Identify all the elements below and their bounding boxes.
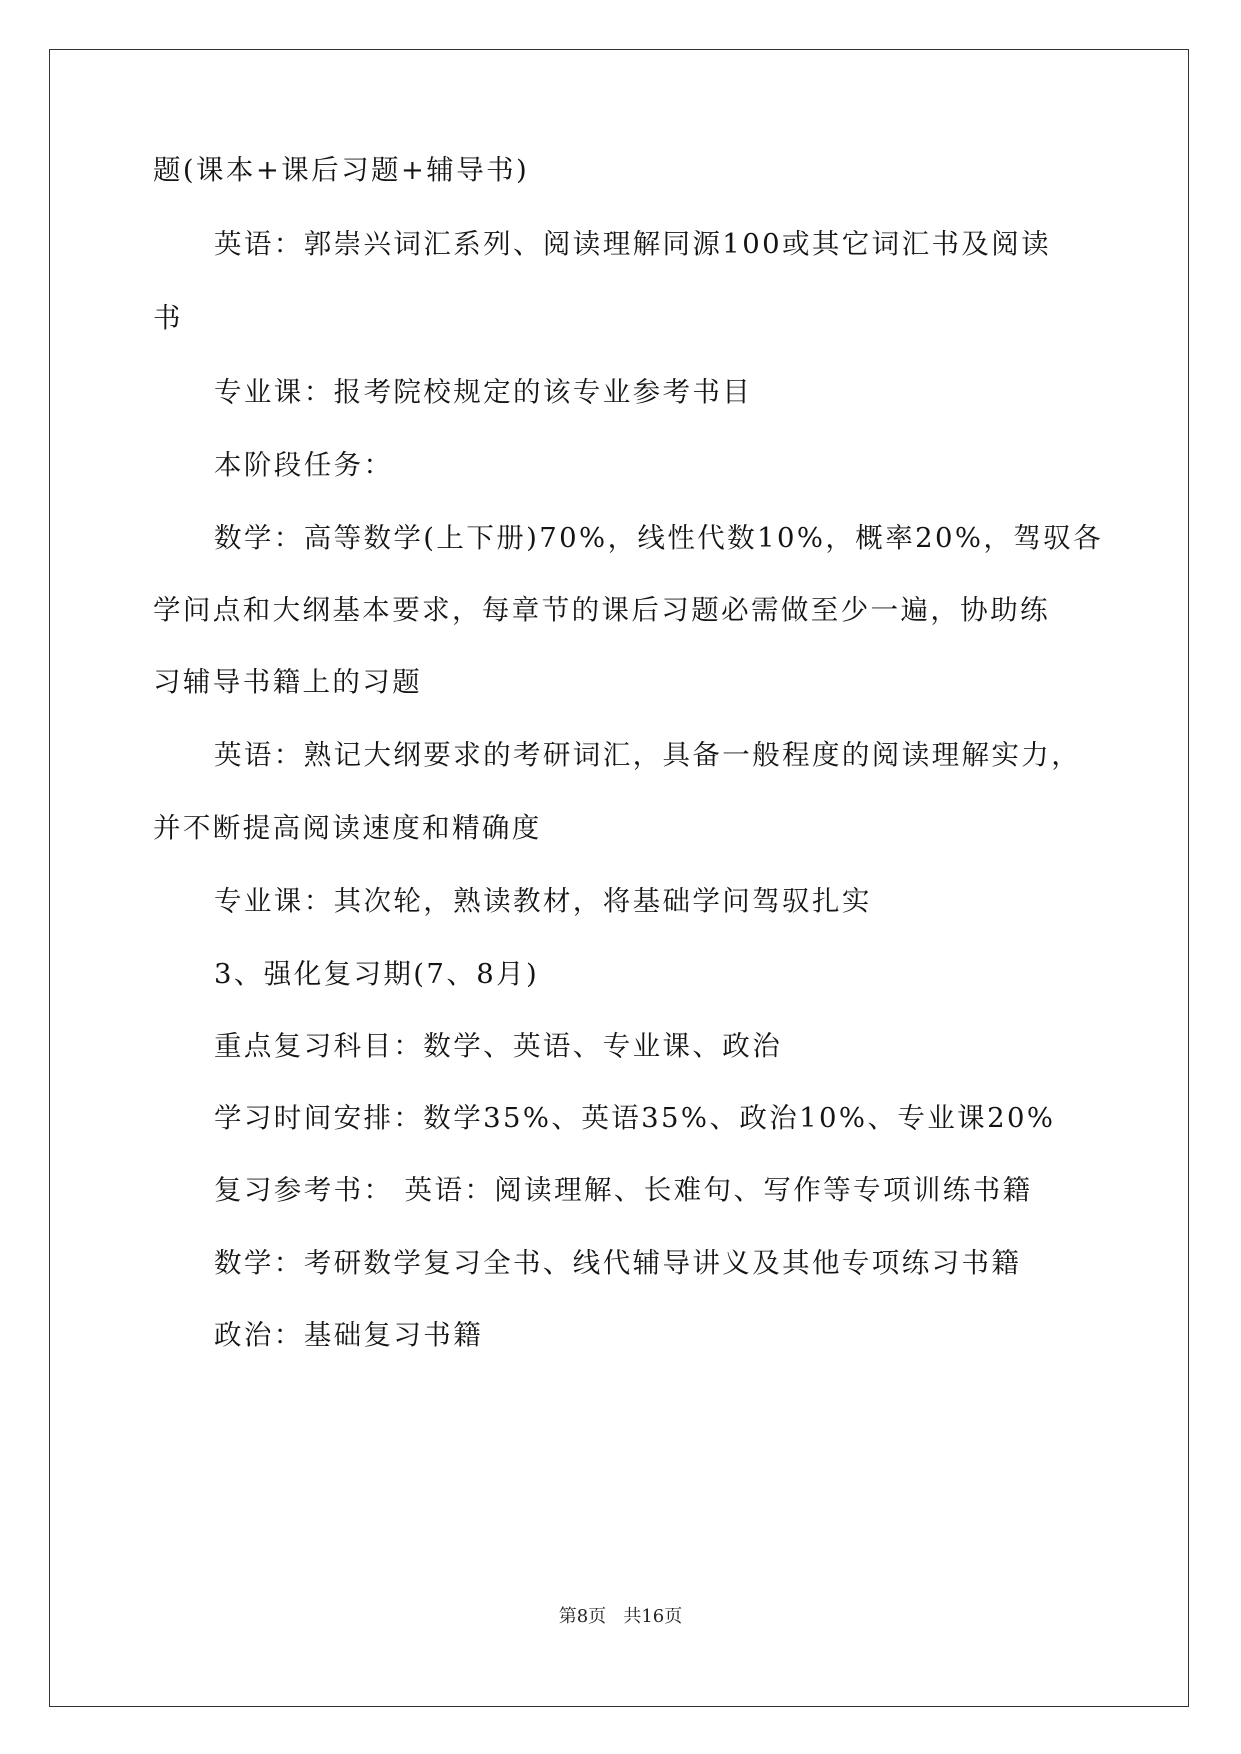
text-line: 专业课：报考院校规定的该专业参考书目 — [214, 376, 753, 408]
page-border — [49, 49, 1189, 1707]
text-line: 题(课本+课后习题+辅导书) — [153, 154, 530, 186]
text-line: 英语：熟记大纲要求的考研词汇，具备一般程度的阅读理解实力， — [214, 739, 1082, 771]
text-line: 复习参考书： 英语：阅读理解、长难句、写作等专项训练书籍 — [214, 1174, 1033, 1206]
text-line: 数学：高等数学(上下册)70%，线性代数10%，概率20%，驾驭各 — [214, 522, 1104, 554]
text-line: 数学：考研数学复习全书、线代辅导讲义及其他专项练习书籍 — [214, 1247, 1022, 1279]
text-line: 书 — [153, 302, 183, 334]
text-line: 习辅导书籍上的习题 — [153, 666, 423, 698]
text-line: 专业课：其次轮，熟读教材，将基础学问驾驭扎实 — [214, 885, 872, 917]
text-line: 学习时间安排：数学35%、英语35%、政治10%、专业课20% — [214, 1102, 1056, 1134]
text-line: 并不断提高阅读速度和精确度 — [153, 812, 542, 844]
text-line: 3、强化复习期(7、8月) — [214, 958, 540, 990]
text-line: 英语：郭崇兴词汇系列、阅读理解同源100或其它词汇书及阅读 — [214, 228, 1052, 260]
text-line: 重点复习科目：数学、英语、专业课、政治 — [214, 1030, 783, 1062]
text-line: 政治：基础复习书籍 — [214, 1319, 484, 1351]
text-line: 学问点和大纲基本要求，每章节的课后习题必需做至少一遍，协助练 — [153, 594, 1050, 626]
page-number: 第8页 共16页 — [558, 1606, 683, 1627]
text-line: 本阶段任务： — [214, 449, 394, 481]
